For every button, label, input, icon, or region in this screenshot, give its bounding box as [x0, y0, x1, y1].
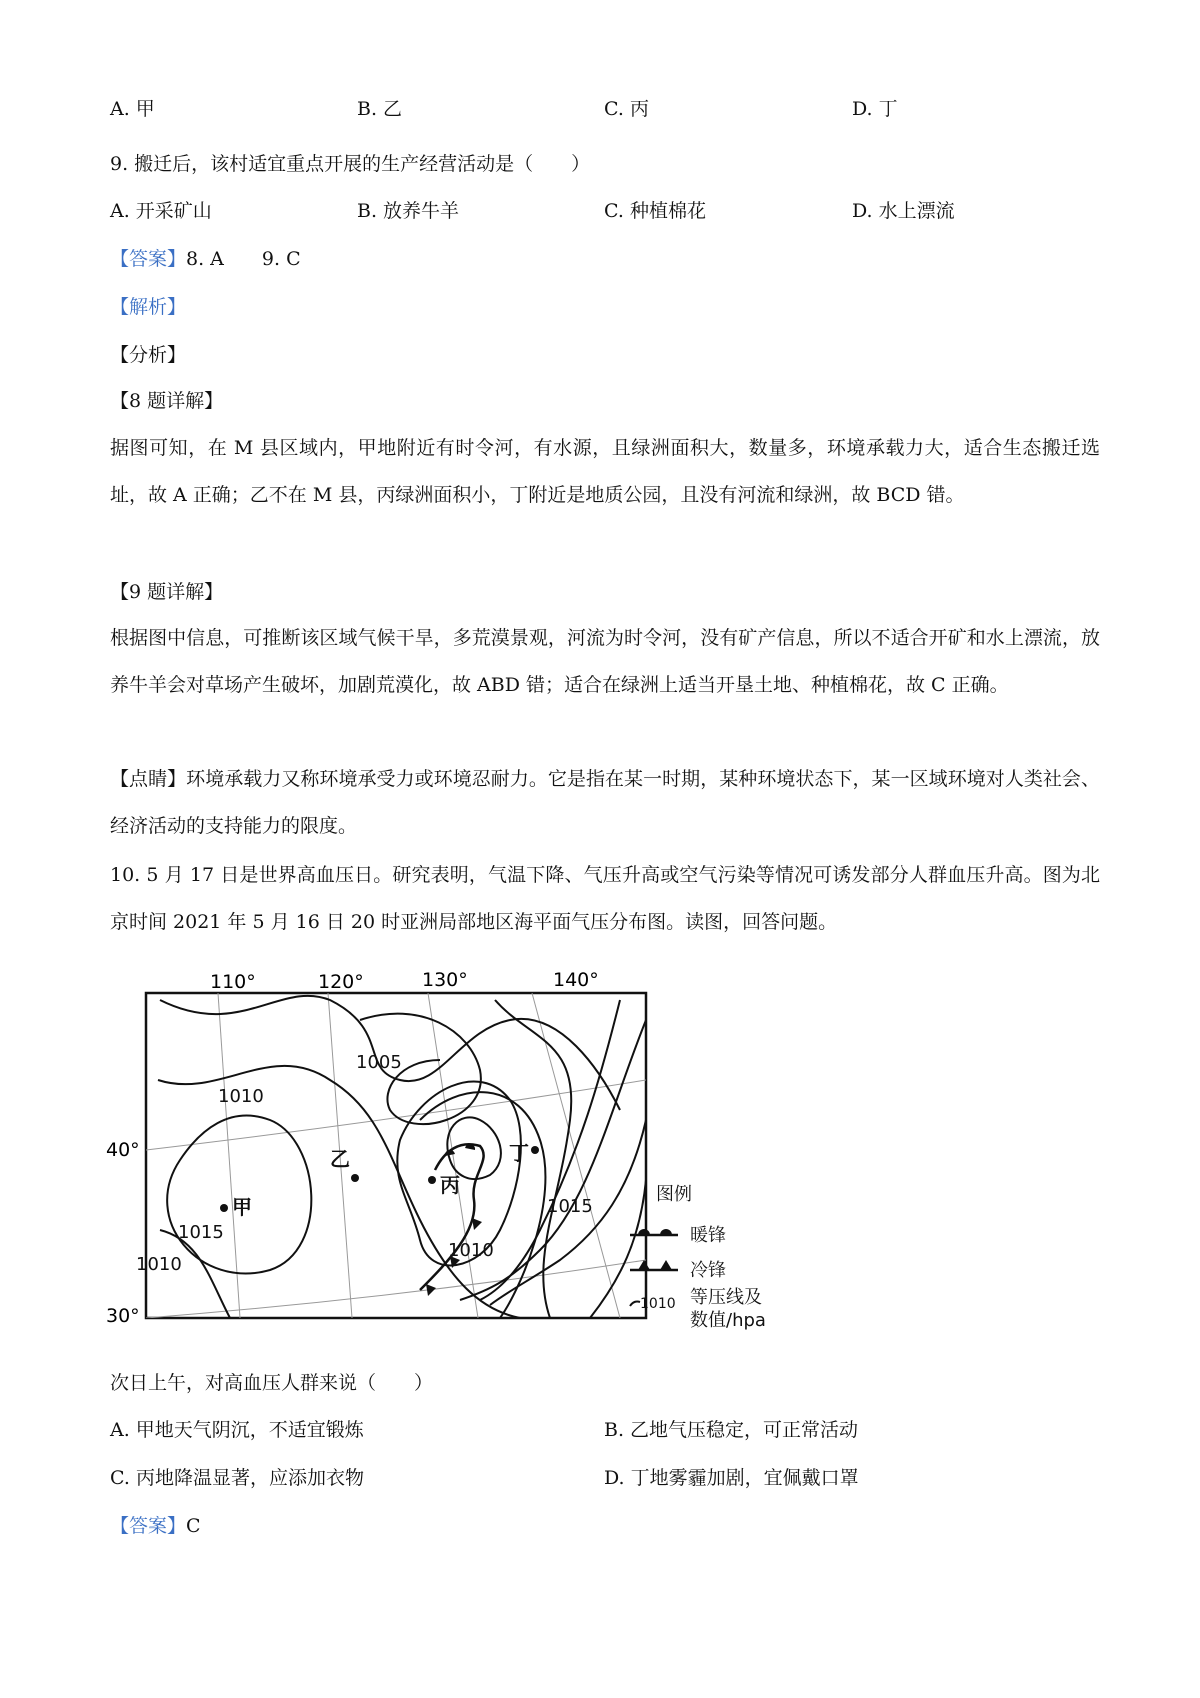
isobar-label: 1010: [218, 1086, 264, 1107]
q10-answer-tag: 【答案】: [110, 1515, 187, 1537]
lat-label-40: 40°: [106, 1139, 140, 1161]
q10-stem: 10. 5 月 17 日是世界高血压日。研究表明，气温下降、气压升高或空气污染等情况可诱发部分人群血压升高。图为北京时间 2021 年 5 月 16 日 20 时亚洲局部地区海平面气压分布图。读图，回答问题。: [110, 864, 1100, 933]
place-dot-ding: [531, 1146, 539, 1154]
q8-option-c: C. 丙: [604, 98, 649, 120]
place-bing: 丙: [440, 1173, 460, 1197]
dianjing-tag: 【点睛】: [110, 768, 187, 790]
legend-cold-front: 冷锋: [690, 1260, 726, 1281]
q10-option-c: C. 丙地降温显著，应添加衣物: [110, 1467, 364, 1489]
cold-front-symbol: [472, 1218, 482, 1230]
legend-isobar-desc-2: 数值/hpa: [690, 1310, 766, 1331]
legend-isobar-desc-1: 等压线及: [690, 1287, 762, 1308]
pressure-map: [100, 960, 860, 1350]
q9-option-a: A. 开采矿山: [110, 200, 212, 222]
analysis-tag: 【解析】: [110, 296, 187, 318]
answer-8-9: [110, 247, 301, 271]
q10-question: 次日上午，对高血压人群来说（ ）: [110, 1372, 434, 1394]
place-jia: 甲: [232, 1195, 252, 1219]
place-yi: 乙: [330, 1147, 350, 1171]
isobar-label: 1005: [356, 1052, 402, 1073]
answer-tag: 【答案】: [110, 248, 187, 270]
q8-detail-tag: 【8 题详解】: [110, 390, 224, 412]
place-dot-bing: [428, 1176, 436, 1184]
dianjing-block: [110, 756, 1100, 850]
q9-detail-tag: 【9 题详解】: [110, 581, 224, 603]
q9-option-c: C. 种植棉花: [604, 200, 706, 222]
warm-front-symbol: [445, 1150, 455, 1156]
isobar-label: 1015: [547, 1196, 593, 1217]
place-dot-jia: [220, 1204, 228, 1212]
cold-front-symbol: [426, 1284, 436, 1296]
q10-answer: [110, 1514, 201, 1538]
q9-option-d: D. 水上漂流: [852, 200, 955, 222]
legend-title: 图例: [656, 1184, 692, 1205]
place-dot-yi: [351, 1174, 359, 1182]
q9-stem: 9. 搬迁后，该村适宜重点开展的生产经营活动是（ ）: [110, 153, 591, 175]
isobars: [158, 996, 646, 1318]
isobar-label: 1015: [178, 1222, 224, 1243]
lon-label-130: 130°: [422, 969, 468, 991]
dianjing-text: 环境承载力又称环境承受力或环境忍耐力。它是指在某一时期，某种环境状态下，某一区域环境对人类社会、经济活动的支持能力的限度。: [110, 768, 1100, 837]
q10-answer-value: C: [186, 1515, 201, 1537]
isobar-label: 1010: [136, 1254, 182, 1275]
q8-detail-text: 据图可知，在 M 县区域内，甲地附近有时令河，有水源，且绿洲面积大，数量多，环境承载力大，适合生态搬迁选址，故 A 正确；乙不在 M 县，丙绿洲面积小，丁附近是地质公园，且没有河流和绿洲，故 BCD 错。: [110, 437, 1100, 506]
lon-label-120: 120°: [318, 971, 364, 993]
lon-label-110: 110°: [210, 971, 256, 993]
lat-label-30: 30°: [106, 1305, 140, 1327]
lon-label-140: 140°: [553, 969, 599, 991]
q8-option-d: D. 丁: [852, 98, 898, 120]
q8-option-a: A. 甲: [110, 98, 155, 120]
q9-detail-text: 根据图中信息，可推断该区域气候干旱，多荒漠景观，河流为时令河，没有矿产信息，所以不适合开矿和水上漂流，放养牛羊会对草场产生破坏，加剧荒漠化，故 ABD 错；适合在绿洲上适当开垦土地、种植棉花，故 C 正确。: [110, 627, 1100, 696]
map-legend: [630, 1184, 766, 1331]
legend-warm-front: 暖锋: [690, 1225, 726, 1246]
legend-isobar-sample: 1010: [640, 1296, 676, 1312]
place-ding: 丁: [509, 1141, 529, 1165]
q9-option-b: B. 放养牛羊: [357, 200, 460, 222]
q10-option-a: A. 甲地天气阴沉，不适宜锻炼: [110, 1419, 364, 1441]
q10-option-d: D. 丁地雾霾加剧，宜佩戴口罩: [604, 1467, 859, 1489]
answer-text: 8. A 9. C: [186, 248, 301, 270]
isobar-label: 1010: [448, 1240, 494, 1261]
fenxi-tag: 【分析】: [110, 344, 187, 366]
q8-option-b: B. 乙: [357, 98, 403, 120]
q10-option-b: B. 乙地气压稳定，可正常活动: [604, 1419, 859, 1441]
